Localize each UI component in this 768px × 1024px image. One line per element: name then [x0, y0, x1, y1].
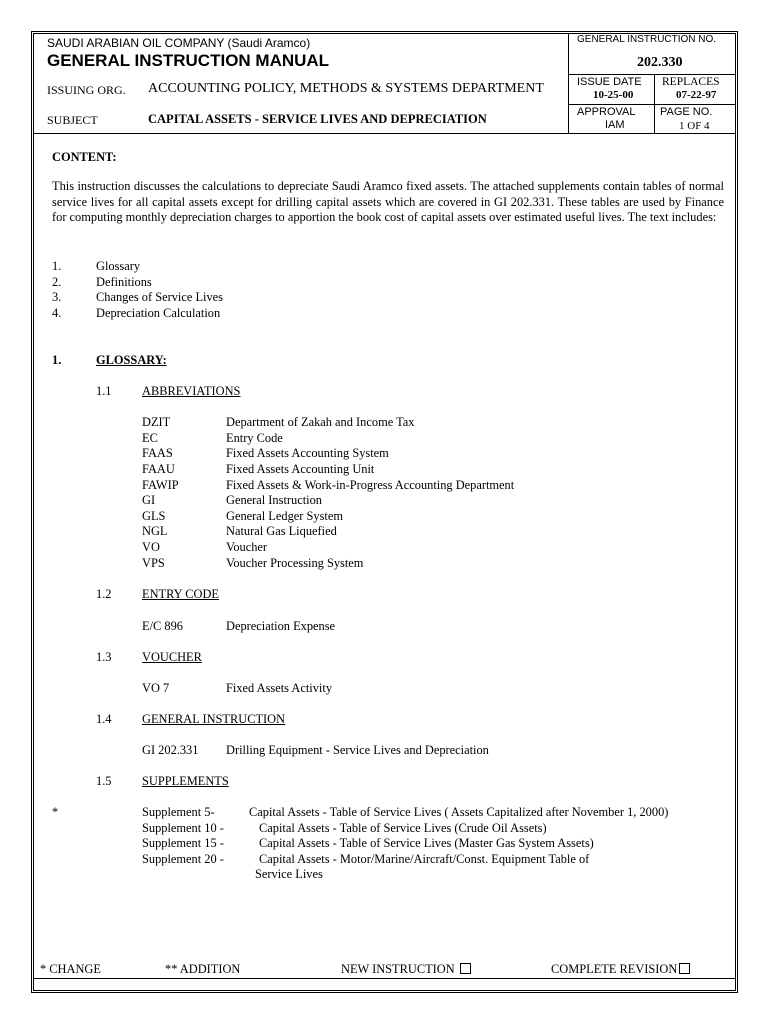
subsection-number: 1.1 [96, 384, 112, 398]
abbr-definition: Voucher [226, 540, 268, 554]
abbr-code: EC [142, 431, 158, 445]
replaces-label: REPLACES [662, 76, 720, 88]
abbr-definition: Department of Zakah and Income Tax [226, 415, 415, 429]
subject: CAPITAL ASSETS - SERVICE LIVES AND DEPRECIATION [148, 112, 487, 126]
abbr-definition: General Instruction [226, 493, 322, 507]
footer-change: * CHANGE [40, 962, 101, 976]
document-header [34, 34, 735, 134]
supplement-label: Supplement 5- [142, 805, 215, 819]
toc-num: 4. [52, 306, 62, 320]
subsection-number: 1.3 [96, 650, 112, 664]
abbr-code: NGL [142, 524, 168, 538]
complete-revision-checkbox [679, 963, 690, 974]
abbr-definition: Fixed Assets Accounting Unit [226, 462, 375, 476]
entry-code-value: E/C 896 [142, 619, 183, 633]
abbr-code: GLS [142, 509, 166, 523]
supplement-description: Capital Assets - Table of Service Lives (Crude Oil Assets) [259, 821, 547, 835]
document-page [31, 31, 738, 993]
manual-title: GENERAL INSTRUCTION MANUAL [47, 51, 330, 70]
supplement-label: Supplement 10 - [142, 821, 224, 835]
new-instruction-label: NEW INSTRUCTION [341, 962, 455, 976]
issuing-org: ACCOUNTING POLICY, METHODS & SYSTEMS DEPARTMENT [148, 81, 544, 96]
abbr-code: FAWIP [142, 478, 179, 492]
abbr-definition: General Ledger System [226, 509, 343, 523]
voucher-value: VO 7 [142, 681, 170, 695]
abbr-code: FAAS [142, 446, 173, 460]
new-instruction-checkbox [460, 963, 471, 974]
supplement-label: Supplement 15 - [142, 836, 224, 850]
supplements-heading: SUPPLEMENTS [142, 774, 229, 788]
abbreviations-heading: ABBREVIATIONS [142, 384, 241, 398]
abbr-code: GI [142, 493, 156, 507]
gi-reference: GI 202.331 [142, 743, 199, 757]
header-divider [568, 104, 735, 105]
subsection-number: 1.4 [96, 712, 112, 726]
abbr-definition: Fixed Assets Accounting System [226, 446, 389, 460]
toc-num: 1. [52, 259, 62, 273]
toc-num: 2. [52, 275, 62, 289]
voucher-description: Fixed Assets Activity [226, 681, 333, 695]
abbr-definition: Fixed Assets & Work-in-Progress Accounting Department [226, 478, 515, 492]
toc-item: Depreciation Calculation [96, 306, 221, 320]
entry-code-heading: ENTRY CODE [142, 587, 219, 601]
abbr-definition: Entry Code [226, 431, 283, 445]
abbr-code: DZIT [142, 415, 171, 429]
header-divider [568, 74, 735, 75]
subsection-number: 1.5 [96, 774, 112, 788]
change-marker: * [52, 805, 59, 819]
voucher-heading: VOUCHER [142, 650, 202, 664]
toc-item: Definitions [96, 275, 152, 289]
issuing-org-label: ISSUING ORG. [47, 83, 126, 97]
page-no: 1 OF 4 [679, 120, 710, 132]
entry-code-description: Depreciation Expense [226, 619, 336, 633]
complete-revision-label: COMPLETE REVISION [551, 962, 678, 976]
toc-item: Glossary [96, 259, 141, 273]
header-divider-vertical [568, 34, 569, 133]
abbr-code: VPS [142, 556, 165, 570]
toc-item: Changes of Service Lives [96, 290, 223, 304]
supplement-description: Capital Assets - Motor/Marine/Aircraft/Const. Equipment Table of [259, 852, 590, 866]
footer-new-instruction [341, 962, 471, 978]
supplement-description: Capital Assets - Table of Service Lives ( Assets Capitalized after November 1, 2000) [249, 805, 669, 819]
supplement-description-continued: Service Lives [255, 867, 323, 881]
header-divider-vertical [654, 74, 655, 133]
issue-date-label: ISSUE DATE [577, 76, 642, 88]
page-no-label: PAGE NO. [660, 106, 713, 118]
approval-label: APPROVAL [577, 106, 636, 118]
approval-value: IAM [605, 119, 625, 131]
subsection-number: 1.2 [96, 587, 112, 601]
gi-no: 202.330 [637, 55, 683, 70]
abbr-definition: Natural Gas Liquefied [226, 524, 337, 538]
abbr-code: VO [142, 540, 160, 554]
general-instruction-heading: GENERAL INSTRUCTION [142, 712, 286, 726]
footer-complete-revision [551, 962, 690, 978]
subject-label: SUBJECT [47, 113, 98, 127]
company-name: SAUDI ARABIAN OIL COMPANY (Saudi Aramco) [47, 36, 311, 50]
replaces-date: 07-22-97 [676, 89, 717, 101]
intro-paragraph: This instruction discusses the calculations to depreciate Saudi Aramco fixed assets. The attached supplements contain tables of normal service lives for all capital assets except for drilling capital assets which are covered in GI 202.331. These tables are used by Finance for computing monthly depreciation charges to apportion the book cost of capital assets over estimated useful lives. The text includes: [52, 179, 724, 225]
glossary-heading: GLOSSARY: [96, 353, 167, 367]
gi-reference-description: Drilling Equipment - Service Lives and Depreciation [226, 743, 489, 757]
gi-no-label: GENERAL INSTRUCTION NO. [577, 34, 717, 45]
supplement-label: Supplement 20 - [142, 852, 224, 866]
abbr-code: FAAU [142, 462, 175, 476]
abbr-definition: Voucher Processing System [226, 556, 364, 570]
supplement-description: Capital Assets - Table of Service Lives (Master Gas System Assets) [259, 836, 594, 850]
issue-date: 10-25-00 [593, 89, 634, 101]
toc-num: 3. [52, 290, 62, 304]
footer-rule [34, 978, 735, 979]
footer-addition: ** ADDITION [165, 962, 241, 976]
section-number: 1. [52, 353, 62, 367]
content-heading: CONTENT: [52, 150, 117, 164]
